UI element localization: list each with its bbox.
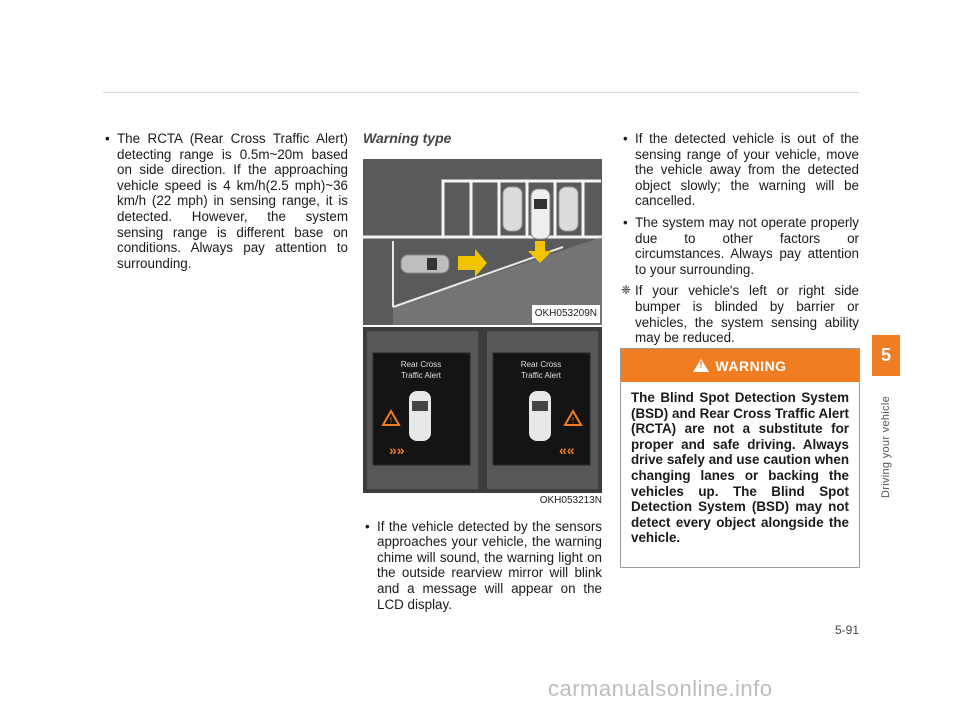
note-text: If your vehicle's left or right side bumper is blinded by barrier or vehicles, the system sensing ability may be reduced. <box>635 283 859 346</box>
note-bumper-blinded <box>621 283 859 345</box>
chapter-title-vertical <box>878 382 894 512</box>
watermark: carmanualsonline.info <box>548 676 773 701</box>
header-rule <box>103 92 859 93</box>
warning-box <box>620 348 860 568</box>
bullet-out-of-range: • If the detected vehicle is out of the sensing range of your vehicle, move the vehicle away from the detected object slowly; the warning will be cancelled. <box>621 131 859 209</box>
svg-text:!: ! <box>389 415 393 425</box>
warning-title: WARNING <box>715 357 787 374</box>
lcd-left-label-1: Rear Cross <box>400 359 442 369</box>
parking-lot-illustration <box>363 159 602 325</box>
figure2-caption: OKH053213N <box>539 494 602 506</box>
bullet-may-not-operate: • The system may not operate properly due to other factors or circumstances. Always pay attention to your surrounding. <box>621 215 859 277</box>
warning-header <box>621 349 859 382</box>
bullet-warning-chime: • If the vehicle detected by the sensors approaches your vehicle, the warning chime will sound, the warning light on the outside rearview mirror will blink and a message will appear on the LCD display. <box>363 519 602 613</box>
lcd-display-illustration <box>363 327 602 493</box>
bullet-rcta-range: • The RCTA (Rear Cross Traffic Alert) detecting range is 0.5m~20m based on side direction. If the approaching vehicle speed is 4 km/h(2.5 mph)~36 km/h (22 mph) in sensing range, it is detected. However, the system sensing range is different base on conditions. Always pay attention to surrounding. <box>103 131 348 271</box>
chapter-tab: 5 <box>872 335 900 376</box>
column-3 <box>621 131 859 352</box>
column-1 <box>103 131 348 277</box>
section-heading: Warning type <box>363 130 452 146</box>
page-number: 5-91 <box>834 623 859 637</box>
note-symbol: ❈ <box>621 283 632 298</box>
figure-lcd-displays <box>363 327 602 493</box>
figure-parking-lot <box>363 159 602 325</box>
lcd-right-label-2: Traffic Alert <box>520 370 562 380</box>
svg-text:!: ! <box>571 415 575 425</box>
column-2 <box>363 131 602 618</box>
svg-text:««: «« <box>559 441 575 458</box>
warning-body: The Blind Spot Detection System (BSD) and Rear Cross Traffic Alert (RCTA) are not a substitute for proper and safe driving. Always drive safely and use caution when changing lanes or backing the vehicles up. The Blind Spot Detection System (BSD) may not detect every object alongside the vehicle. <box>631 390 849 546</box>
lcd-right-label-1: Rear Cross <box>520 359 562 369</box>
figure1-caption: OKH053209N <box>532 305 600 323</box>
svg-text:»»: »» <box>389 441 405 458</box>
chapter-title: Driving your vehicle <box>880 396 892 498</box>
lcd-left-label-2: Traffic Alert <box>400 370 442 380</box>
warning-triangle-icon <box>693 359 709 372</box>
